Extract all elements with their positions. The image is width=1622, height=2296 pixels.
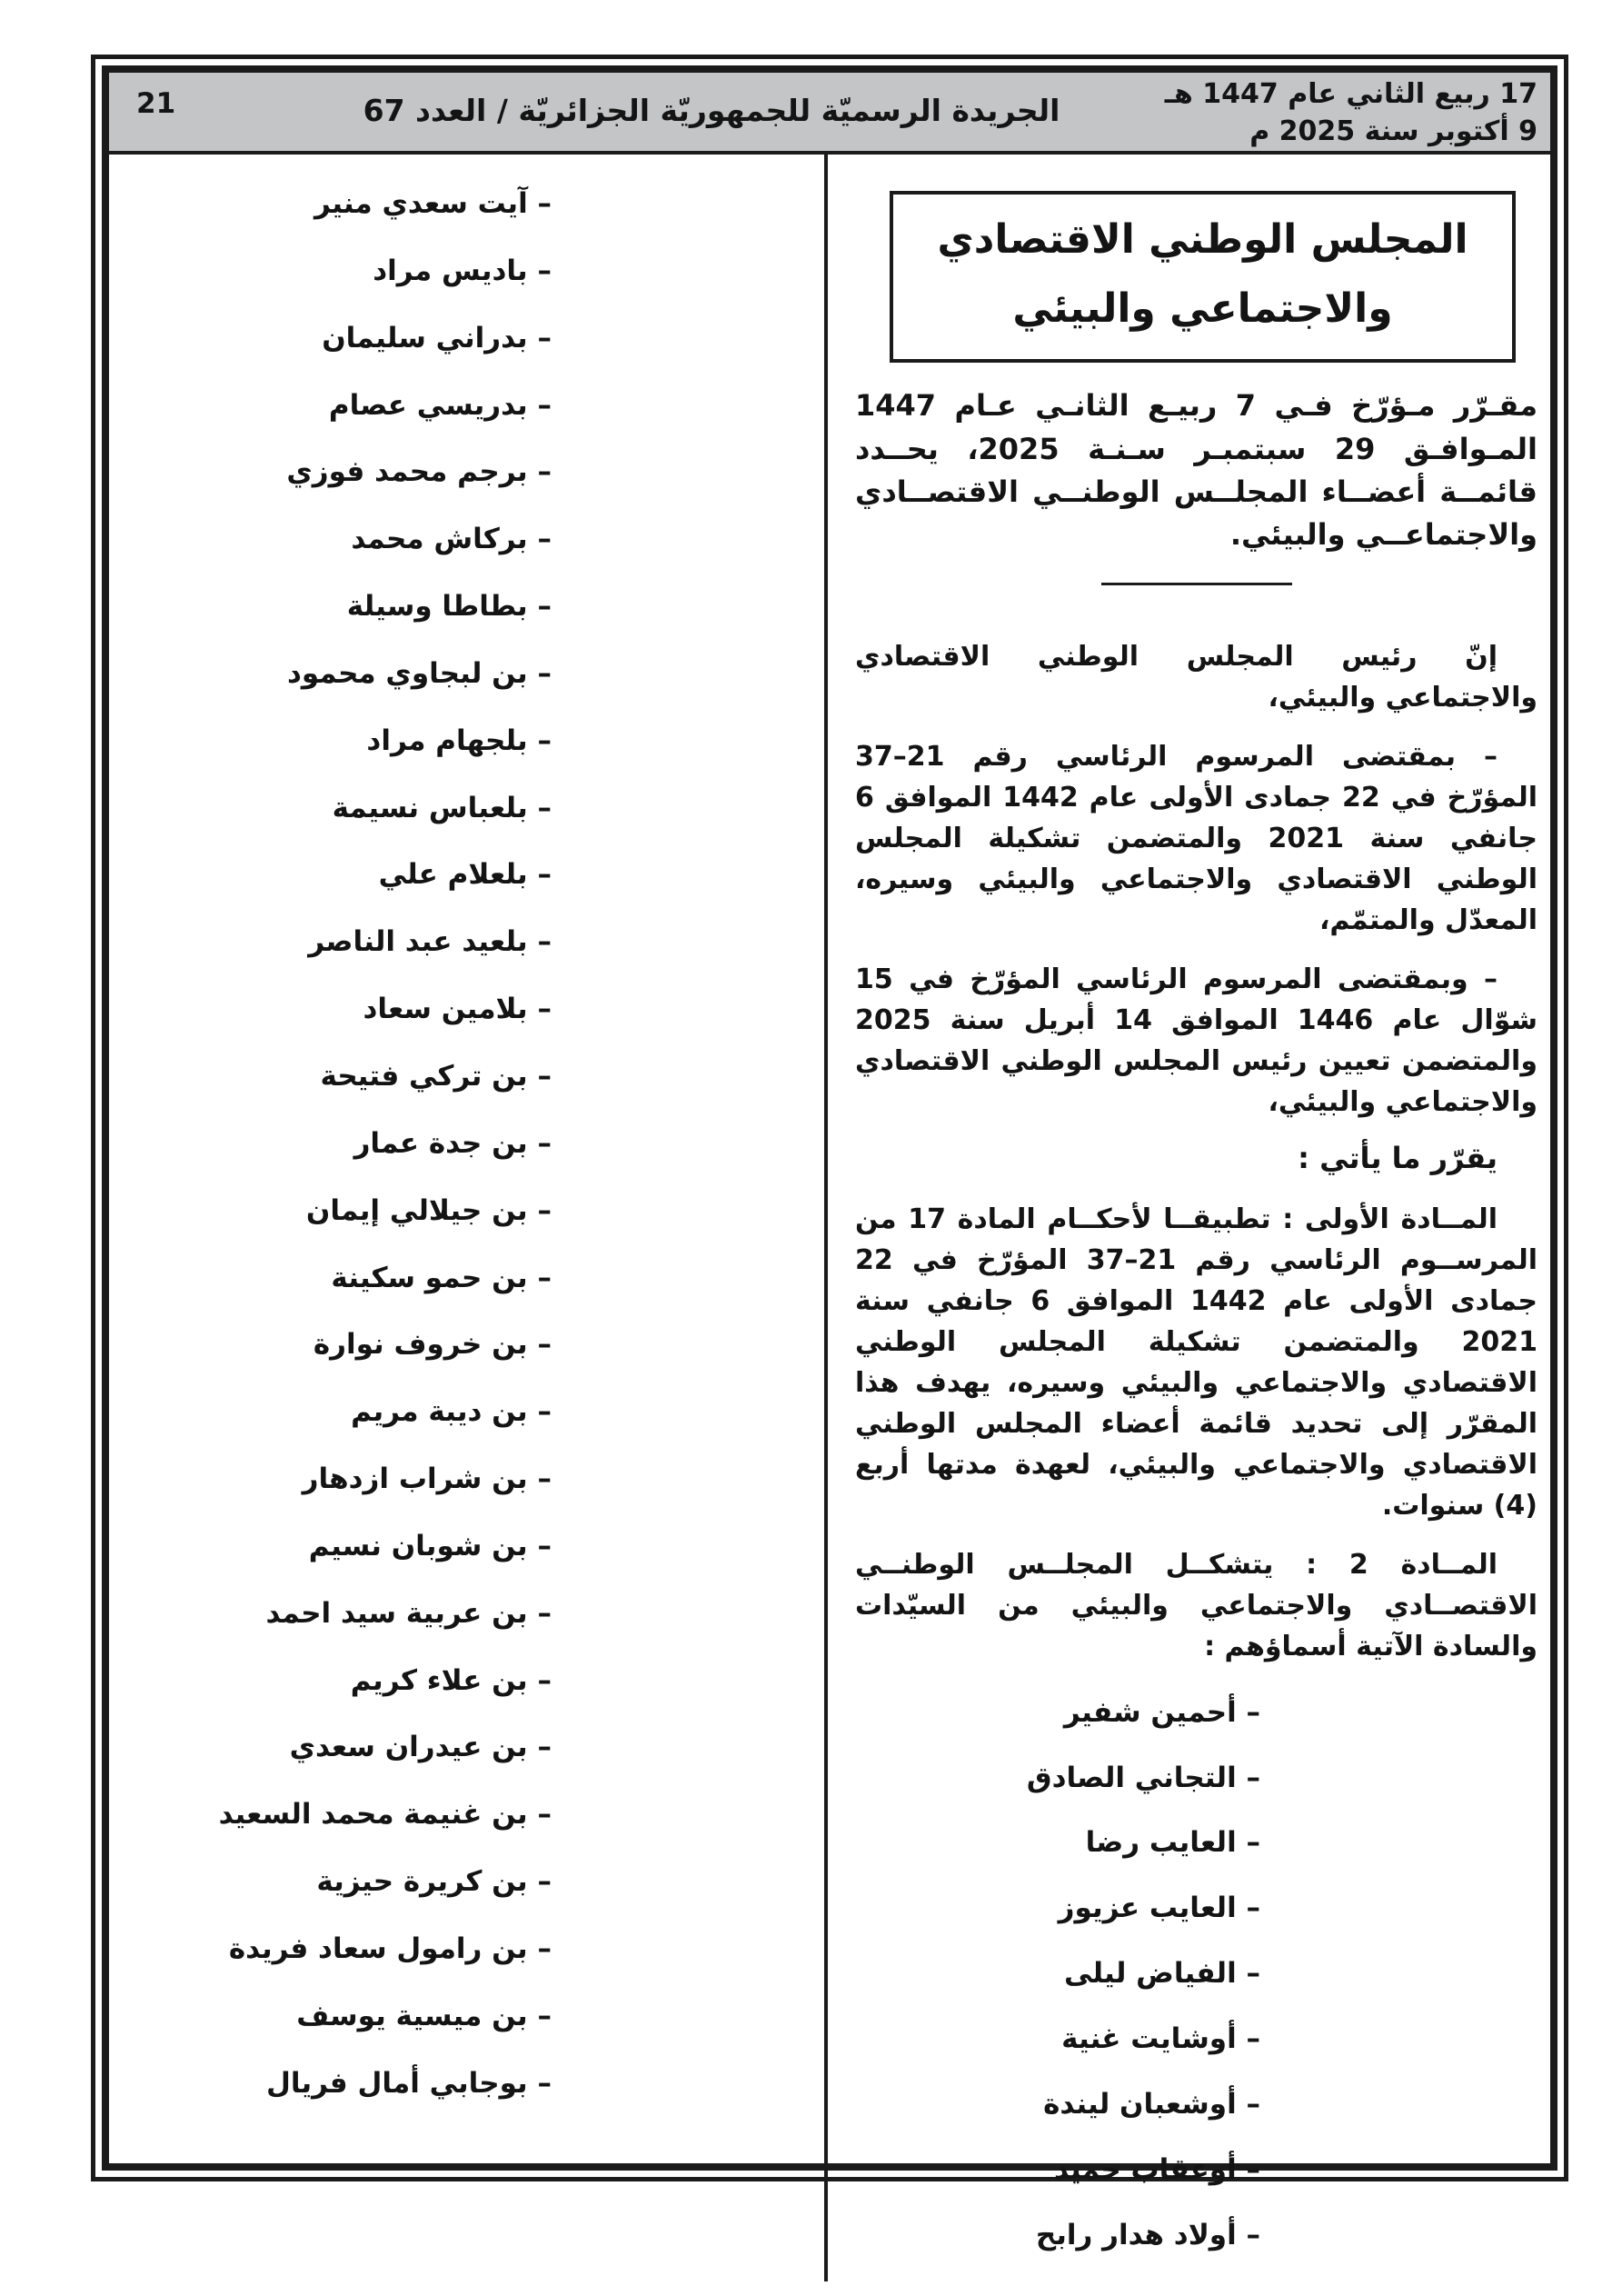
article-1 — [855, 1199, 1537, 1526]
member-name: التجاني الصادق — [1026, 1761, 1237, 1794]
member-name: بن جيلالي إيمان — [305, 1193, 528, 1227]
member-name: آيت سعدي منير — [313, 187, 528, 220]
member-name: برجم محمد فوزي — [286, 455, 528, 489]
article-2-lead: المــادة 2 : — [1306, 1548, 1498, 1581]
member-item — [118, 387, 552, 425]
member-item — [118, 2065, 552, 2103]
list-dash: – — [527, 1462, 552, 1496]
member-item — [118, 790, 552, 828]
member-item — [118, 1796, 552, 1834]
member-item — [855, 1955, 1260, 1993]
list-dash: – — [527, 1059, 552, 1093]
member-name: الفياض ليلى — [1064, 1957, 1237, 1991]
member-item — [118, 1461, 552, 1499]
member-name: بن ميسية يوسف — [296, 1999, 528, 2032]
list-dash: – — [527, 791, 552, 824]
member-item — [118, 1326, 552, 1364]
list-dash: – — [1236, 1695, 1260, 1729]
member-item — [118, 1998, 552, 2036]
member-name: بن خروف نوارة — [313, 1328, 528, 1362]
member-item — [855, 2217, 1260, 2255]
member-item — [118, 723, 552, 761]
member-item — [855, 1824, 1260, 1862]
member-name: بركاش محمد — [351, 523, 528, 556]
continuation-column — [109, 155, 824, 2281]
list-dash: – — [1236, 2152, 1260, 2186]
member-item — [118, 1595, 552, 1633]
member-item — [118, 1193, 552, 1231]
list-dash: – — [527, 2066, 552, 2100]
member-name: أولاد هدار رابح — [1035, 2218, 1237, 2251]
member-name: بن عيدران سعدي — [289, 1731, 528, 1764]
preamble-decree-2025: – وبمقتضى المرسوم الرئاسي المؤرّخ في 15 شوّال عام 1446 الموافق 14 أبريل سنة 2025 والمتضمن تعيين رئيس المجلس الوطني الاقتصادي والاجتماعي والبيئي، — [855, 963, 1538, 1118]
member-item — [118, 253, 552, 291]
list-dash: – — [527, 1529, 552, 1562]
institution-title-line2: والاجتماعي والبيئي — [1012, 285, 1393, 332]
member-item — [118, 1662, 552, 1701]
member-name: بدراني سليمان — [322, 321, 528, 354]
preamble-president: إنّ رئيس المجلس الوطني الاقتصادي والاجتماعي والبيئي، — [855, 640, 1537, 714]
list-dash: – — [527, 1865, 552, 1899]
list-dash: – — [1236, 1892, 1260, 1925]
list-dash: – — [527, 1663, 552, 1697]
list-dash: – — [1236, 1957, 1260, 1991]
member-name: بن لبجاوي محمود — [286, 656, 528, 690]
member-name: بلعلام علي — [378, 858, 528, 892]
list-dash: – — [527, 455, 552, 489]
gregorian-date: 9 أكتوبر سنة 2025 م — [1249, 115, 1537, 147]
list-dash: – — [1236, 2218, 1260, 2251]
member-item — [118, 521, 552, 559]
list-dash: – — [527, 1731, 552, 1764]
list-dash: – — [527, 1193, 552, 1227]
member-name: بن جدة عمار — [353, 1126, 528, 1160]
member-name: بن ديبة مريم — [351, 1395, 528, 1429]
member-item — [855, 2151, 1260, 2190]
page-number: 21 — [136, 87, 176, 120]
list-dash: – — [527, 590, 552, 624]
member-name: بن شراب ازدهار — [302, 1462, 528, 1496]
member-item — [118, 655, 552, 694]
member-item — [118, 1393, 552, 1432]
list-dash: – — [527, 187, 552, 220]
list-dash: – — [527, 1798, 552, 1832]
member-item — [118, 1058, 552, 1096]
member-name: بن غنيمة محمد السعيد — [218, 1798, 528, 1832]
member-name: أحمين شفير — [1063, 1695, 1237, 1729]
article-2 — [855, 1544, 1537, 1667]
member-item — [118, 991, 552, 1029]
masthead-dates — [1159, 74, 1550, 151]
list-dash: – — [527, 388, 552, 422]
list-dash: – — [527, 1596, 552, 1630]
members-list-primary — [855, 1694, 1537, 2255]
list-dash: – — [527, 1328, 552, 1362]
member-item — [855, 2086, 1260, 2124]
list-dash: – — [527, 1261, 552, 1294]
list-dash: – — [527, 1999, 552, 2032]
member-name: أوعقاب حميد — [1054, 2152, 1237, 2186]
article-1-text: تطبيقــا لأحكــام المادة 17 من المرســوم الرئاسي رقم 21–37 المؤرّخ في 22 جمادى الأولى عام 1442 الموافق 6 جانفي سنة 2021 والمتضمن تشكيلة المجلس الوطني الاقتصادي والاجتماعي والبيئي وسيره، يهدف هذا المقرّر إلى تحديد قائمة أعضاء المجلس الوطني الاقتصادي والاجتماعي والبيئي، لعهدة مدتها أربع (4) سنوات. — [855, 1203, 1537, 1522]
list-dash: – — [527, 523, 552, 556]
member-name: بن عربية سيد احمد — [265, 1596, 528, 1630]
page-content — [109, 155, 1550, 2281]
member-name: بن كريرة حيزية — [316, 1865, 528, 1899]
decree-heading: مقـرّر مـؤرّخ فـي 7 ربيـع الثانـي عـام 1447 المـوافـق 29 سبتمبـر سـنـة 2025، يحــدد قائمــة أعضــاء المجلــس الوطنــي الاقتصــادي والاجتماعــي والبيئي. — [855, 388, 1538, 553]
member-name: بن حمو سكينة — [331, 1261, 528, 1294]
member-item — [855, 1694, 1260, 1732]
member-name: بن علاء كريم — [350, 1663, 528, 1697]
list-dash: – — [527, 1395, 552, 1429]
members-list-continuation — [118, 185, 815, 2102]
list-dash: – — [527, 1126, 552, 1160]
list-dash: – — [527, 724, 552, 757]
member-item — [118, 1125, 552, 1163]
member-item — [118, 923, 552, 962]
list-dash: – — [1236, 2087, 1260, 2121]
hijri-date: 17 ربيع الثاني عام 1447 هـ — [1164, 77, 1537, 110]
member-name: بلامين سعاد — [363, 993, 528, 1026]
institution-title-box — [890, 191, 1516, 363]
member-item — [118, 320, 552, 358]
member-item — [118, 588, 552, 626]
member-name: بلعيد عبد الناصر — [308, 925, 528, 959]
institution-title-line1: المجلس الوطني الاقتصادي — [937, 216, 1468, 263]
list-dash: – — [1236, 2022, 1260, 2055]
page-frame — [91, 55, 1568, 2251]
member-name: بدريسي عصام — [328, 388, 528, 422]
member-item — [118, 1260, 552, 1298]
member-item — [855, 1890, 1260, 1928]
list-dash: – — [527, 993, 552, 1026]
decides-heading: يقرّر ما يأتي : — [1298, 1140, 1498, 1175]
member-item — [118, 454, 552, 492]
journal-title: الجريدة الرسميّة للجمهوريّة الجزائريّة / العدد 67 — [363, 92, 1060, 128]
member-item — [118, 1931, 552, 1969]
member-item — [118, 1863, 552, 1902]
list-dash: – — [1236, 1761, 1260, 1794]
member-name: بن تركي فتيحة — [320, 1059, 528, 1093]
member-name: بن شوبان نسيم — [308, 1529, 528, 1562]
column-divider — [824, 155, 828, 2281]
member-name: أوشايت غنية — [1061, 2022, 1237, 2055]
member-item — [118, 1528, 552, 1566]
list-dash: – — [527, 321, 552, 354]
list-dash: – — [527, 858, 552, 892]
primary-column — [828, 155, 1550, 2281]
page-frame-inner — [102, 65, 1557, 2251]
member-name: باديس مراد — [373, 254, 528, 287]
article-1-lead: المــادة الأولى : — [1282, 1203, 1498, 1235]
member-name: بطاطا وسيلة — [346, 590, 528, 624]
member-name: بوجابي أمال فريال — [265, 2066, 528, 2100]
member-item — [855, 2021, 1260, 2059]
member-name: بلجهام مراد — [366, 724, 528, 757]
member-name: العايب رضا — [1085, 1826, 1237, 1860]
list-dash: – — [527, 925, 552, 959]
section-separator — [1101, 583, 1292, 585]
member-name: بن رامول سعاد فريدة — [228, 1932, 528, 1965]
masthead — [109, 73, 1550, 155]
article-2-text: يتشكــل المجلــس الوطنــي الاقتصــادي والاجتماعي والبيئي من السيّدات والسادة الآتية أسماؤهم : — [855, 1548, 1537, 1662]
member-item — [855, 1760, 1260, 1798]
member-item — [118, 856, 552, 894]
preamble-decree-2021: – بمقتضى المرسوم الرئاسي رقم 21–37 المؤرّخ في 22 جمادى الأولى عام 1442 الموافق 6 جانفي سنة 2021 والمتضمن تشكيلة المجلس الوطني الاقتصادي والاجتماعي والبيئي وسيره، المعدّل والمتمّم، — [855, 740, 1537, 936]
member-name: بلعباس نسيمة — [332, 791, 528, 824]
member-item — [118, 1729, 552, 1767]
list-dash: – — [1236, 1826, 1260, 1860]
member-item — [118, 185, 552, 224]
member-name: أوشعبان ليندة — [1043, 2087, 1237, 2121]
list-dash: – — [527, 254, 552, 287]
member-name: العايب عزيوز — [1058, 1892, 1237, 1925]
list-dash: – — [527, 656, 552, 690]
list-dash: – — [527, 1932, 552, 1965]
